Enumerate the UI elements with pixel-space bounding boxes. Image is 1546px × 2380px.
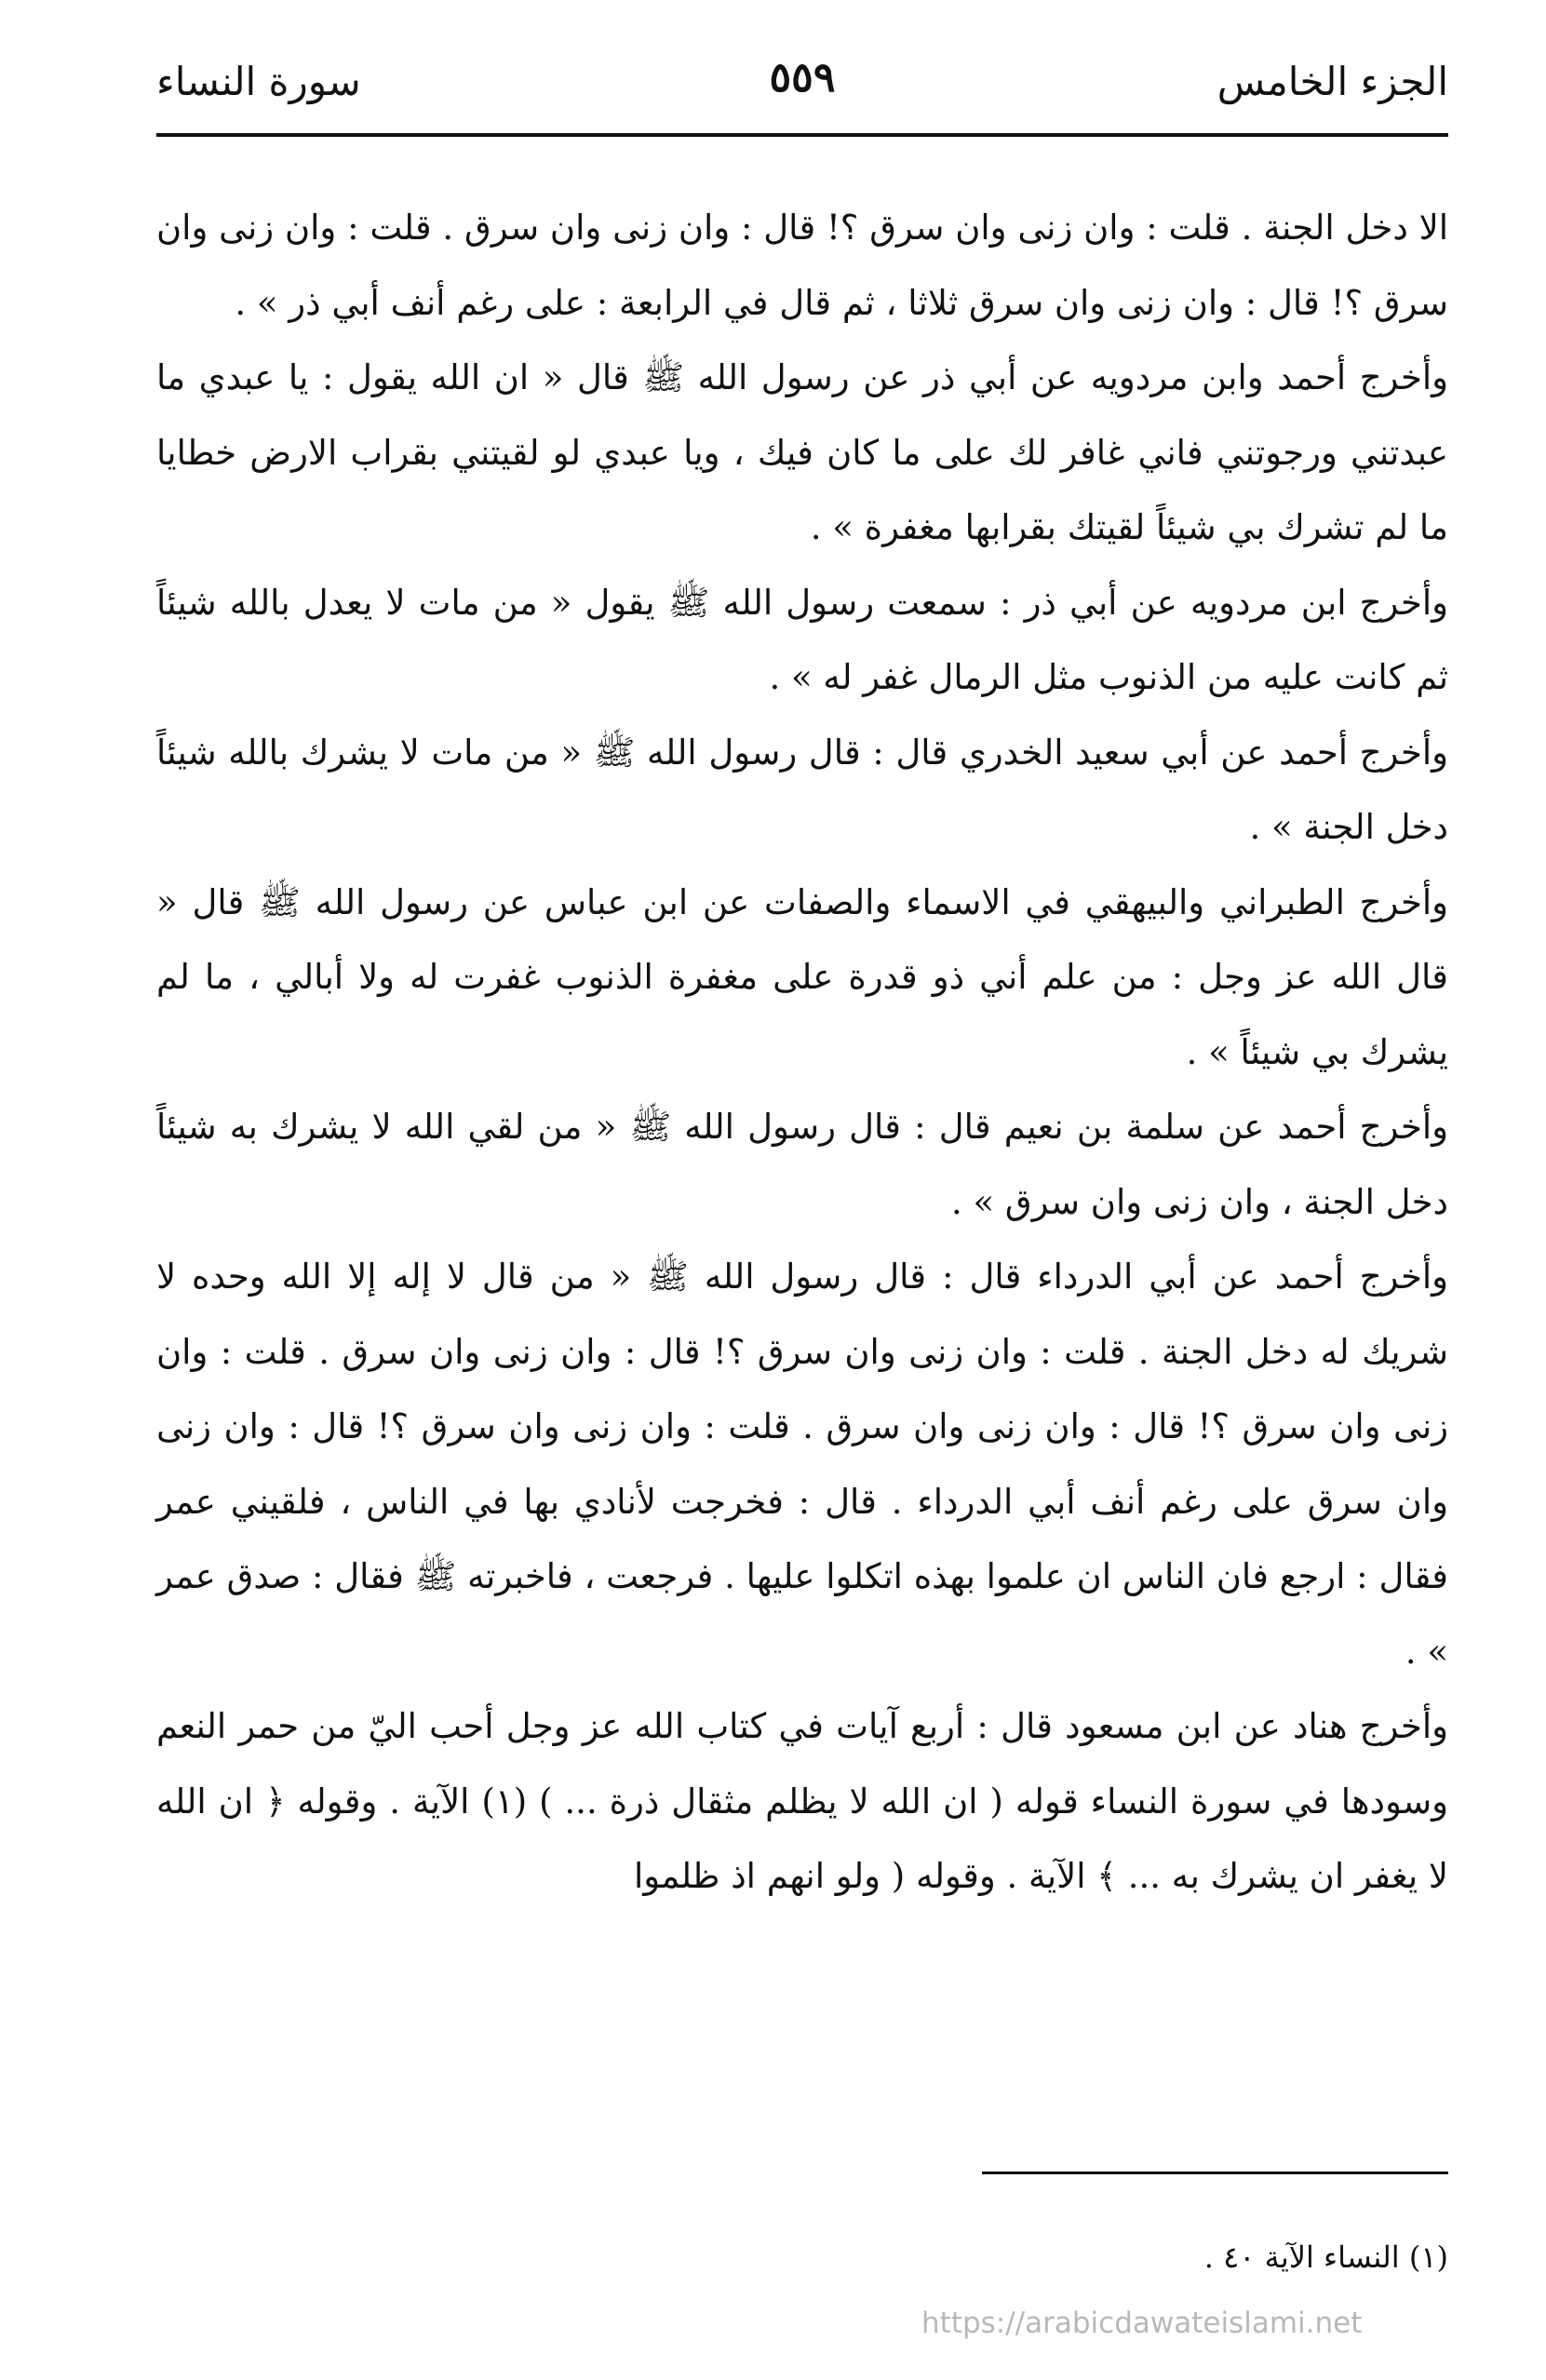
footnote-divider [982, 2172, 1448, 2174]
paragraph: وأخرج أحمد عن أبي سعيد الخدري قال : قال رسول الله ﷺ « من مات لا يشرك بالله شيئاً دخل الجنة » . [156, 732, 1448, 847]
paragraph: وأخرج هناد عن ابن مسعود قال : أربع آيات في كتاب الله عز وجل أحب اليّ من حمر النعم وسودها في سورة النساء قوله ( ان الله لا يظلم مثقال ذرة ... ) (١) الآية . وقوله ﴿ ان الله لا يغفر ان يشرك به ... ﴾ الآية . وقوله ( ولو انهم اذ ظلموا [156, 1706, 1448, 1896]
paragraph: الا دخل الجنة . قلت : وان زنى وان سرق ؟! قال : وان زنى وان سرق . قلت : وان زنى وان سرق ؟! قال : وان زنى وان سرق ثلاثا ، ثم قال في الرابعة : على رغم أنف أبي ذر » . [156, 208, 1448, 323]
header-divider [156, 133, 1448, 137]
page-header [156, 47, 1448, 121]
footnote: (١) النساء الآية ٤٠ . [1203, 2239, 1448, 2275]
paragraph: وأخرج ابن مردويه عن أبي ذر : سمعت رسول الله ﷺ يقول « من مات لا يعدل بالله شيئاً ثم كانت عليه من الذنوب مثل الرمال غفر له » . [156, 582, 1448, 697]
surah-title: سورة النساء [156, 59, 361, 104]
paragraph: وأخرج أحمد وابن مردويه عن أبي ذر عن رسول الله ﷺ قال « ان الله يقول : يا عبدي ما عبدتني ورجوتني فاني غافر لك على ما كان فيك ، ويا عبدي لو لقيتني بقراب الارض خطايا ما لم تشرك بي شيئاً لقيتك بقرابها مغفرة » . [156, 357, 1448, 547]
paragraph: وأخرج الطبراني والبيهقي في الاسماء والصفات عن ابن عباس عن رسول الله ﷺ قال « قال الله عز وجل : من علم أني ذو قدرة على مغفرة الذنوب غفرت له ولا أبالي ، ما لم يشرك بي شيئاً » . [156, 881, 1448, 1072]
page-number: ٥٥٩ [769, 54, 836, 101]
juz-title: الجزء الخامس [1217, 59, 1448, 104]
paragraph: وأخرج أحمد عن أبي الدرداء قال : قال رسول الله ﷺ « من قال لا إله إلا الله وحده لا شريك له دخل الجنة . قلت : وان زنى وان سرق ؟! قال : وان زنى وان سرق . قلت : وان زنى وان سرق ؟! قال : وان زنى وان سرق . قلت : وان زنى وان سرق ؟! قال : وان زنى وان سرق على رغم أنف أبي الدرداء . قال : فخرجت لأنادي بها في الناس ، فلقيني عمر فقال : ارجع فان الناس ان علموا بهذه اتكلوا عليها . فرجعت ، فاخبرته ﷺ فقال : صدق عمر » . [156, 1257, 1448, 1672]
main-text [156, 191, 1448, 1915]
paragraph: وأخرج أحمد عن سلمة بن نعيم قال : قال رسول الله ﷺ « من لقي الله لا يشرك به شيئاً دخل الجنة ، وان زنى وان سرق » . [156, 1107, 1448, 1222]
watermark-url: https://arabicdawateislami.net [921, 2306, 1363, 2340]
